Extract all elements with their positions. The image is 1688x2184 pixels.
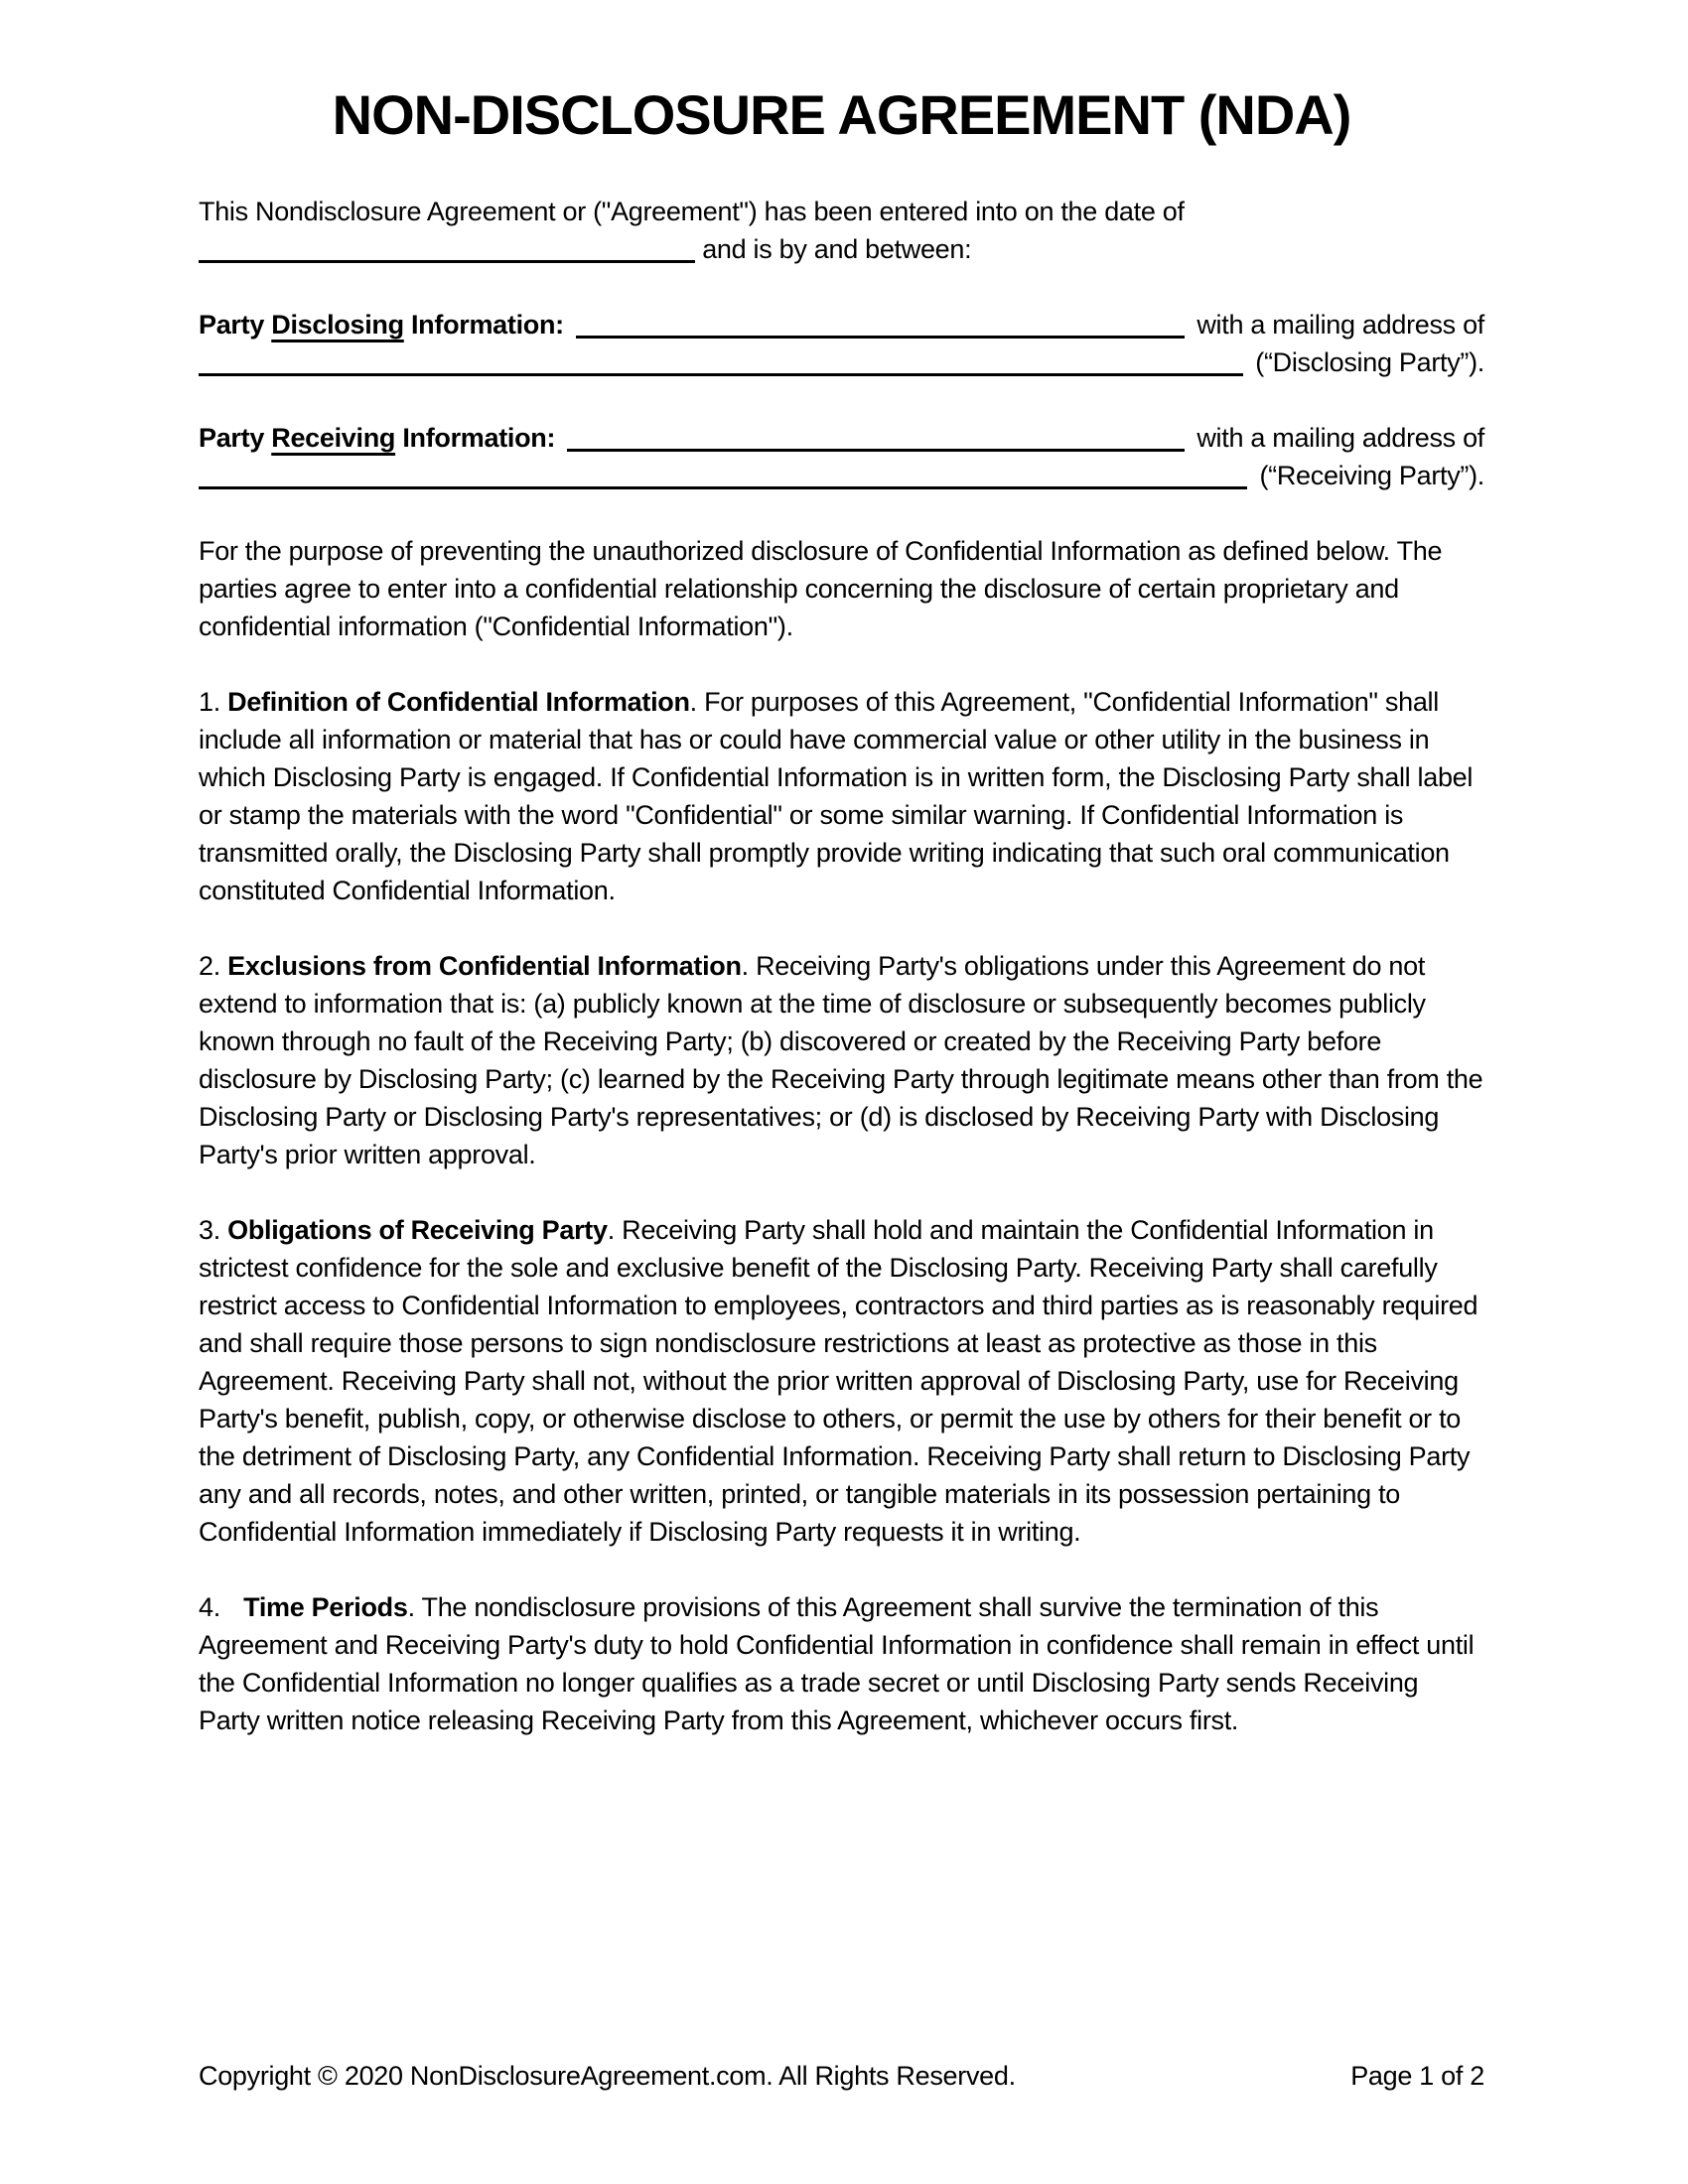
document-title: NON-DISCLOSURE AGREEMENT (NDA) bbox=[332, 83, 1351, 146]
section-1-number: 1. bbox=[199, 687, 220, 717]
receiving-party-designation: (“Receiving Party”). bbox=[1259, 461, 1484, 490]
intro-paragraph bbox=[199, 193, 1484, 268]
receiving-party-block bbox=[199, 419, 1484, 494]
receiving-party-name-blank bbox=[567, 449, 1185, 452]
intro-after-blank-text: and is by and between: bbox=[702, 234, 972, 264]
receiving-party-name-row bbox=[199, 419, 1484, 457]
disclosing-party-address-blank bbox=[199, 373, 1243, 376]
receiving-underlined-word: Receiving bbox=[271, 423, 396, 453]
receiving-mailing-address-text: with a mailing address of bbox=[1196, 423, 1484, 453]
section-2-body: . Receiving Party's obligations under this Agreement do not extend to information that is: (a) publicly known at the time of disclosure or subsequently becomes publicly known through no fault of the Receiving Party; (b) discovered or created by the Receiving Party before disclosure by Disclosing Party; (c) learned by the Receiving Party through legitimate means other than from the Disclosing Party or Disclosing Party's representatives; or (d) is disclosed by Receiving Party with Disclosing Party's prior written approval. bbox=[199, 951, 1483, 1169]
section-3-number: 3. bbox=[199, 1215, 220, 1245]
section-3-body: . Receiving Party shall hold and maintain the Confidential Information in strictest confidence for the sole and exclusive benefit of the Disclosing Party. Receiving Party shall carefully restrict access to Confidential Information to employees, contractors and third parties as is reasonably required and shall require those persons to sign nondisclosure restrictions at least as protective as those in this Agreement. Receiving Party shall not, without the prior written approval of Disclosing Party, use for Receiving Party's benefit, publish, copy, or otherwise disclose to others, or permit the use by others for their benefit or to the detriment of Disclosing Party, any Confidential Information. Receiving Party shall return to Disclosing Party any and all records, notes, and other written, printed, or tangible materials in its possession pertaining to Confidential Information immediately if Disclosing Party requests it in writing. bbox=[199, 1215, 1478, 1547]
section-4-body: . The nondisclosure provisions of this Agreement shall survive the termination of this Agreement and Receiving Party's duty to hold Confidential Information in confidence shall remain in effect until the Confidential Information no longer qualifies as a trade secret or until Disclosing Party sends Receiving Party written notice releasing Receiving Party from this Agreement, whichever occurs first. bbox=[199, 1592, 1475, 1735]
section-3-obligations bbox=[199, 1211, 1484, 1551]
section-4-heading: Time Periods bbox=[243, 1592, 408, 1622]
disclosing-mailing-address-text: with a mailing address of bbox=[1196, 310, 1484, 340]
receiving-party-address-blank bbox=[199, 486, 1247, 489]
disclosing-party-block bbox=[199, 306, 1484, 381]
disclosing-party-designation: (“Disclosing Party”). bbox=[1255, 347, 1484, 377]
section-4-number: 4. bbox=[199, 1592, 220, 1622]
purpose-paragraph: For the purpose of preventing the unauthorized disclosure of Confidential Information as defined below. The parties agree to enter into a confidential relationship concerning the disclosure of certain proprietary and confidential information ("Confidential Information"). bbox=[199, 536, 1443, 641]
receiving-party-label: Party Receiving Information: bbox=[199, 423, 556, 453]
disclosing-party-address-row bbox=[199, 343, 1484, 381]
section-2-number: 2. bbox=[199, 951, 220, 981]
section-1-heading: Definition of Confidential Information bbox=[227, 687, 690, 717]
receiving-party-address-row bbox=[199, 457, 1484, 494]
section-1-definition bbox=[199, 683, 1484, 909]
disclosing-underlined-word: Disclosing bbox=[271, 310, 404, 340]
section-3-heading: Obligations of Receiving Party bbox=[227, 1215, 608, 1245]
disclosing-party-name-blank bbox=[576, 336, 1185, 339]
section-2-heading: Exclusions from Confidential Information bbox=[227, 951, 742, 981]
footer-page-number: Page 1 of 2 bbox=[1350, 2061, 1484, 2091]
section-4-time-periods bbox=[199, 1588, 1484, 1739]
section-1-body: . For purposes of this Agreement, "Confidential Information" shall include all information or material that has or could have commercial value or other utility in the business in which Disclosing Party is engaged. If Confidential Information is in written form, the Disclosing Party shall label or stamp the materials with the word "Confidential" or some similar warning. If Confidential Information is transmitted orally, the Disclosing Party shall promptly provide writing indicating that such oral communication constituted Confidential Information. bbox=[199, 687, 1474, 905]
page-footer bbox=[199, 2057, 1484, 2095]
disclosing-party-label: Party Disclosing Information: bbox=[199, 310, 564, 340]
date-blank-line bbox=[199, 260, 695, 263]
footer-copyright: Copyright © 2020 NonDisclosureAgreement.com. All Rights Reserved. bbox=[199, 2061, 1016, 2091]
disclosing-party-name-row bbox=[199, 306, 1484, 343]
section-2-exclusions bbox=[199, 947, 1484, 1173]
intro-line1: This Nondisclosure Agreement or ("Agreement") has been entered into on the date of bbox=[199, 197, 1185, 226]
